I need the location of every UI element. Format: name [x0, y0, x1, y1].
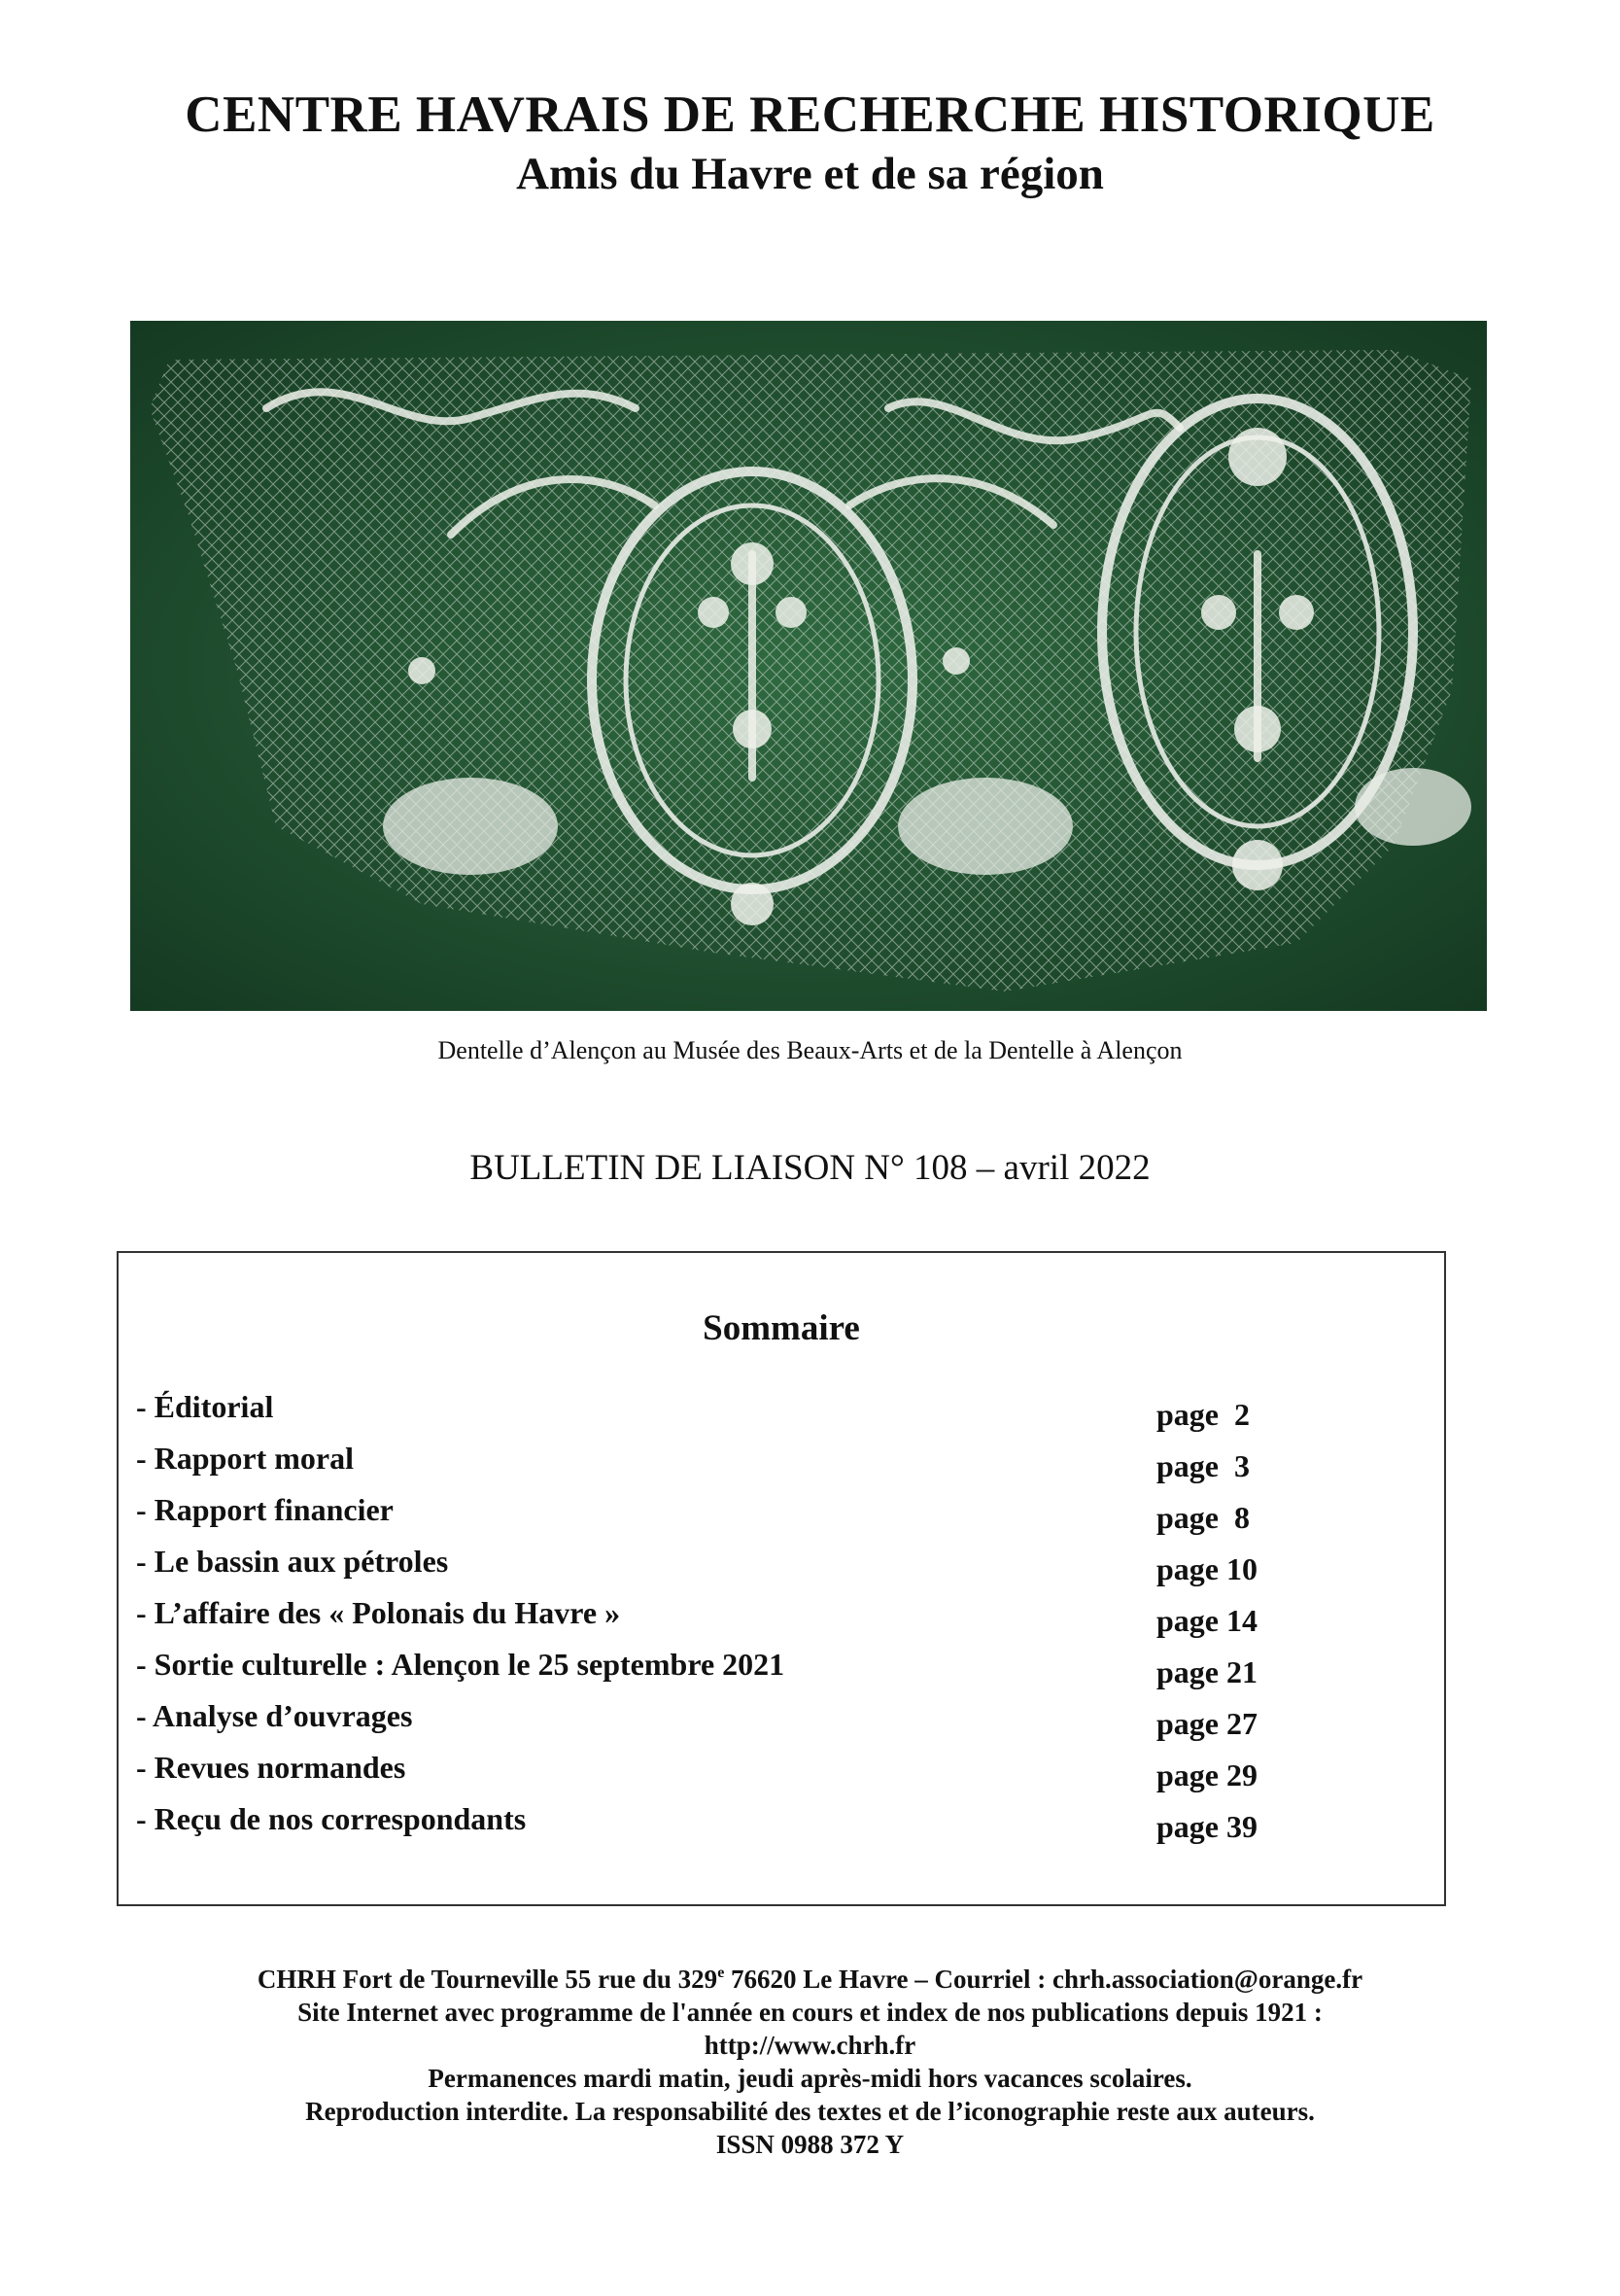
toc-entry — [136, 1441, 1333, 1489]
toc-entry — [136, 1801, 1333, 1850]
footer-hours: Permanences mardi matin, jeudi après-midi hors vacances scolaires. — [428, 2064, 1192, 2093]
toc-entry-page: page 2 — [1156, 1397, 1250, 1432]
footer-address — [0, 1957, 1620, 1996]
toc-entry-label: - L’affaire des « Polonais du Havre » — [136, 1595, 621, 1630]
page-title: CENTRE HAVRAIS DE RECHERCHE HISTORIQUE — [185, 87, 1435, 143]
footer-address-text: CHRH Fort de Tourneville 55 rue du 329 — [257, 1965, 718, 1994]
toc-entry-page: page 39 — [1156, 1809, 1258, 1844]
toc-entry — [136, 1698, 1333, 1747]
bulletin-issue: BULLETIN DE LIAISON N° 108 – avril 2022 — [469, 1148, 1151, 1188]
toc-entry — [136, 1544, 1333, 1592]
toc-entry-label: - Éditorial — [136, 1389, 274, 1424]
toc-entry-label: - Reçu de nos correspondants — [136, 1801, 527, 1836]
toc-entry-label: - Rapport financier — [136, 1492, 394, 1527]
page-subtitle: Amis du Havre et de sa région — [516, 149, 1104, 199]
footer-address-email: 76620 Le Havre – Courriel : chrh.association@orange.fr — [724, 1965, 1363, 1994]
toc-entry-page: page 14 — [1156, 1603, 1258, 1638]
footer-website-line: Site Internet avec programme de l'année en cours et index de nos publications depuis 1921 : — [297, 1998, 1323, 2027]
toc-entry — [136, 1389, 1333, 1438]
lace-photograph — [130, 321, 1487, 1011]
toc-entry — [136, 1750, 1333, 1798]
footer-url: http://www.chrh.fr — [704, 2031, 916, 2060]
toc-title: Sommaire — [703, 1308, 860, 1348]
toc-entry-label: - Analyse d’ouvrages — [136, 1698, 413, 1733]
toc-entry-label: - Le bassin aux pétroles — [136, 1544, 449, 1579]
toc-entry — [136, 1595, 1333, 1644]
toc-entry-page: page 8 — [1156, 1500, 1250, 1535]
footer — [0, 1957, 1620, 2161]
table-of-contents — [117, 1251, 1446, 1906]
toc-entry-page: page 29 — [1156, 1757, 1258, 1792]
toc-entry-label: - Sortie culturelle : Alençon le 25 septembre 2021 — [136, 1647, 785, 1682]
toc-entry-page: page 27 — [1156, 1706, 1258, 1741]
toc-entry-label: - Rapport moral — [136, 1441, 354, 1476]
footer-address-superscript: e — [717, 1965, 725, 1981]
toc-entry-label: - Revues normandes — [136, 1750, 406, 1785]
toc-entry-page: page 10 — [1156, 1551, 1258, 1586]
toc-entry — [136, 1647, 1333, 1695]
toc-entry — [136, 1492, 1333, 1541]
footer-issn: ISSN 0988 372 Y — [715, 2130, 905, 2159]
photo-caption: Dentelle d’Alençon au Musée des Beaux-Arts et de la Dentelle à Alençon — [437, 1036, 1183, 1064]
footer-rights: Reproduction interdite. La responsabilité des textes et de l’iconographie reste aux auteurs. — [305, 2097, 1315, 2126]
toc-entry-page: page 3 — [1156, 1448, 1250, 1483]
toc-entry-page: page 21 — [1156, 1654, 1258, 1689]
